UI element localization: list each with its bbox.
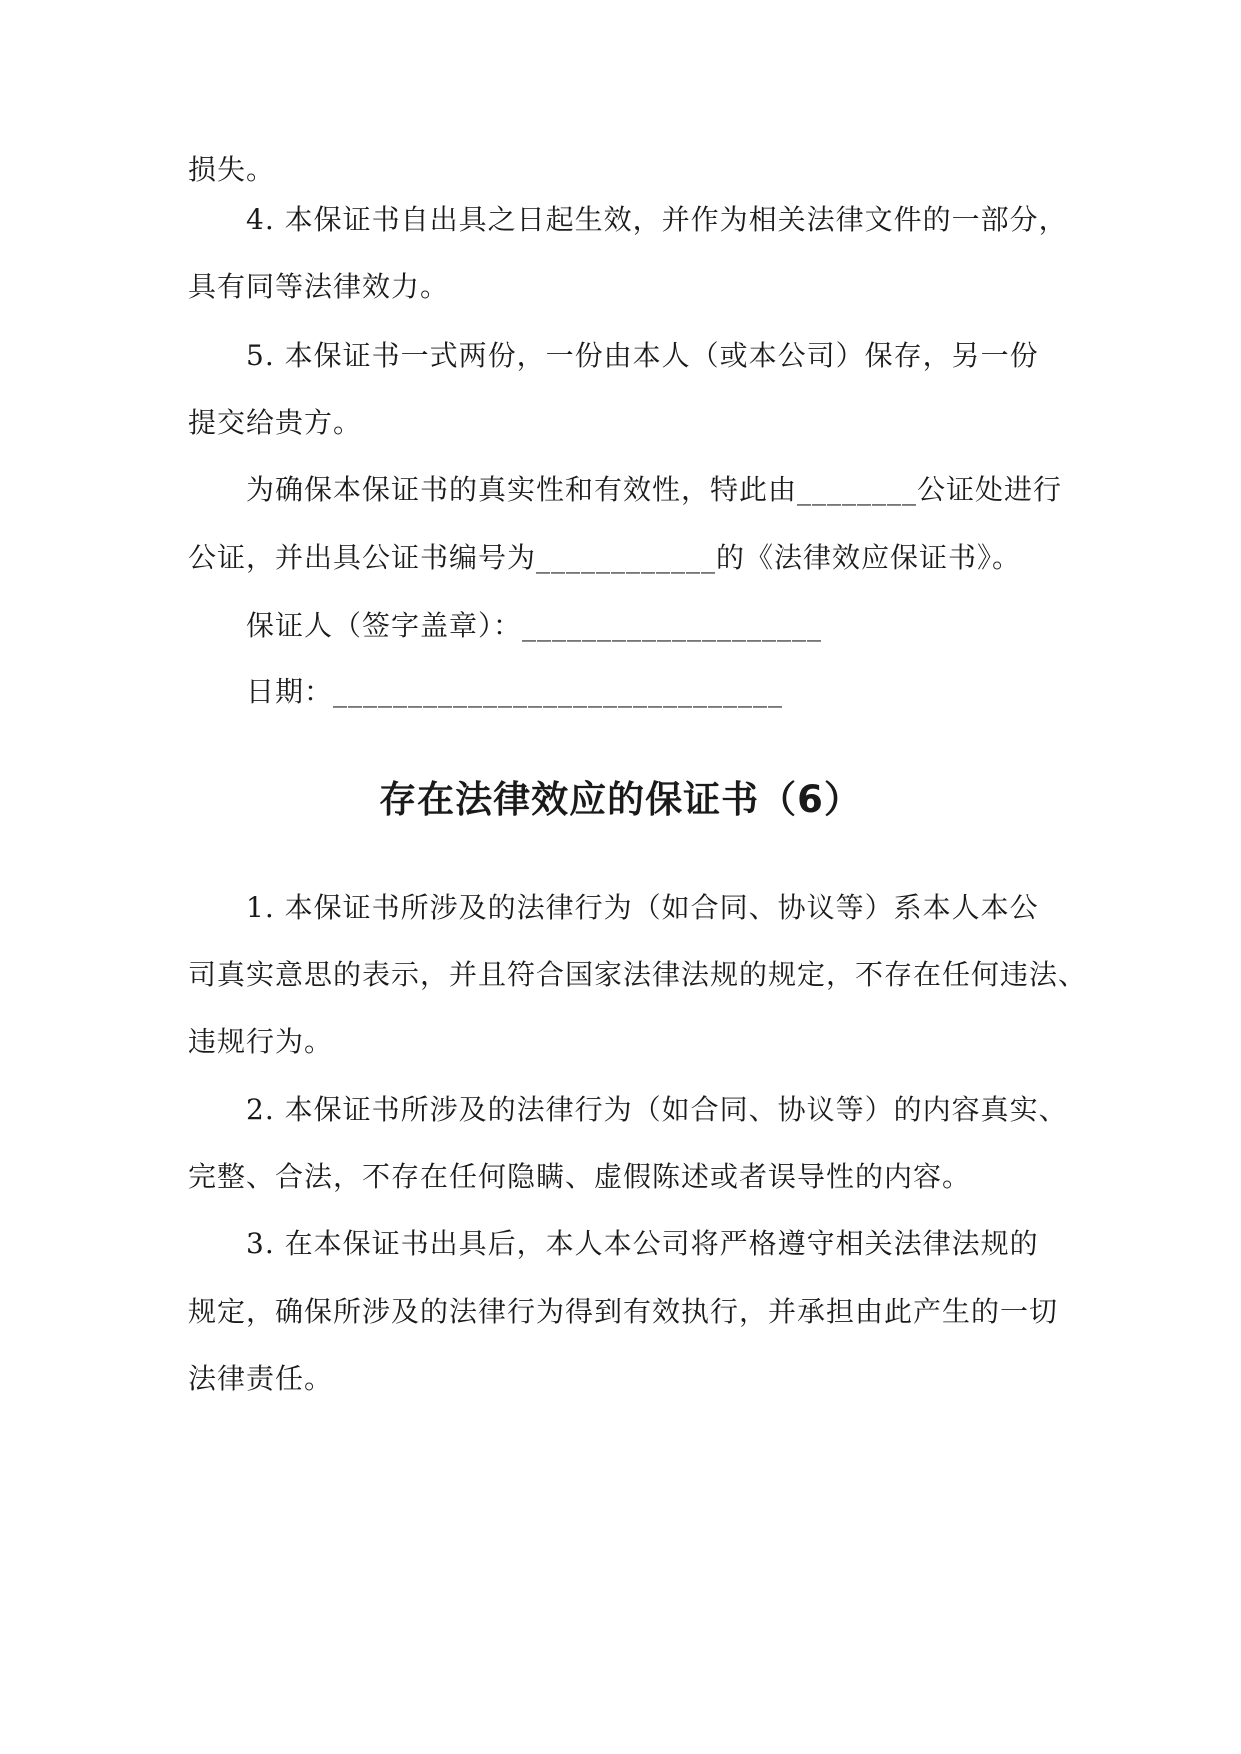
paragraph-line: 3. 在本保证书出具后，本人本公司将严格遵守相关法律法规的 xyxy=(246,1227,1039,1260)
paragraph-line: 法律责任。 xyxy=(188,1362,334,1395)
paragraph-line: 5. 本保证书一式两份，一份由本人（或本公司）保存，另一份 xyxy=(246,339,1039,372)
paragraph-line: 为确保本保证书的真实性和有效性，特此由________公证处进行 xyxy=(246,473,1063,506)
paragraph-line: 违规行为。 xyxy=(188,1025,334,1058)
paragraph-line: 公证，并出具公证书编号为____________的《法律效应保证书》。 xyxy=(188,541,1022,574)
date-line: 日期：______________________________ xyxy=(246,675,784,708)
paragraph-line: 4. 本保证书自出具之日起生效，并作为相关法律文件的一部分， xyxy=(246,203,1068,236)
paragraph-line: 规定，确保所涉及的法律行为得到有效执行，并承担由此产生的一切 xyxy=(188,1295,1059,1328)
paragraph-line: 2. 本保证书所涉及的法律行为（如合同、协议等）的内容真实、 xyxy=(246,1093,1068,1126)
section-title: 存在法律效应的保证书（6） xyxy=(379,778,862,821)
paragraph-line: 完整、合法，不存在任何隐瞒、虚假陈述或者误导性的内容。 xyxy=(188,1160,972,1193)
signature-line: 保证人（签字盖章）：____________________ xyxy=(246,609,823,642)
paragraph-line: 具有同等法律效力。 xyxy=(188,270,450,303)
paragraph-line: 1. 本保证书所涉及的法律行为（如合同、协议等）系本人本公 xyxy=(246,891,1039,924)
paragraph-line: 提交给贵方。 xyxy=(188,406,363,439)
paragraph-line: 损失。 xyxy=(188,153,276,186)
paragraph-line: 司真实意思的表示，并且符合国家法律法规的规定，不存在任何违法、 xyxy=(188,958,1088,991)
